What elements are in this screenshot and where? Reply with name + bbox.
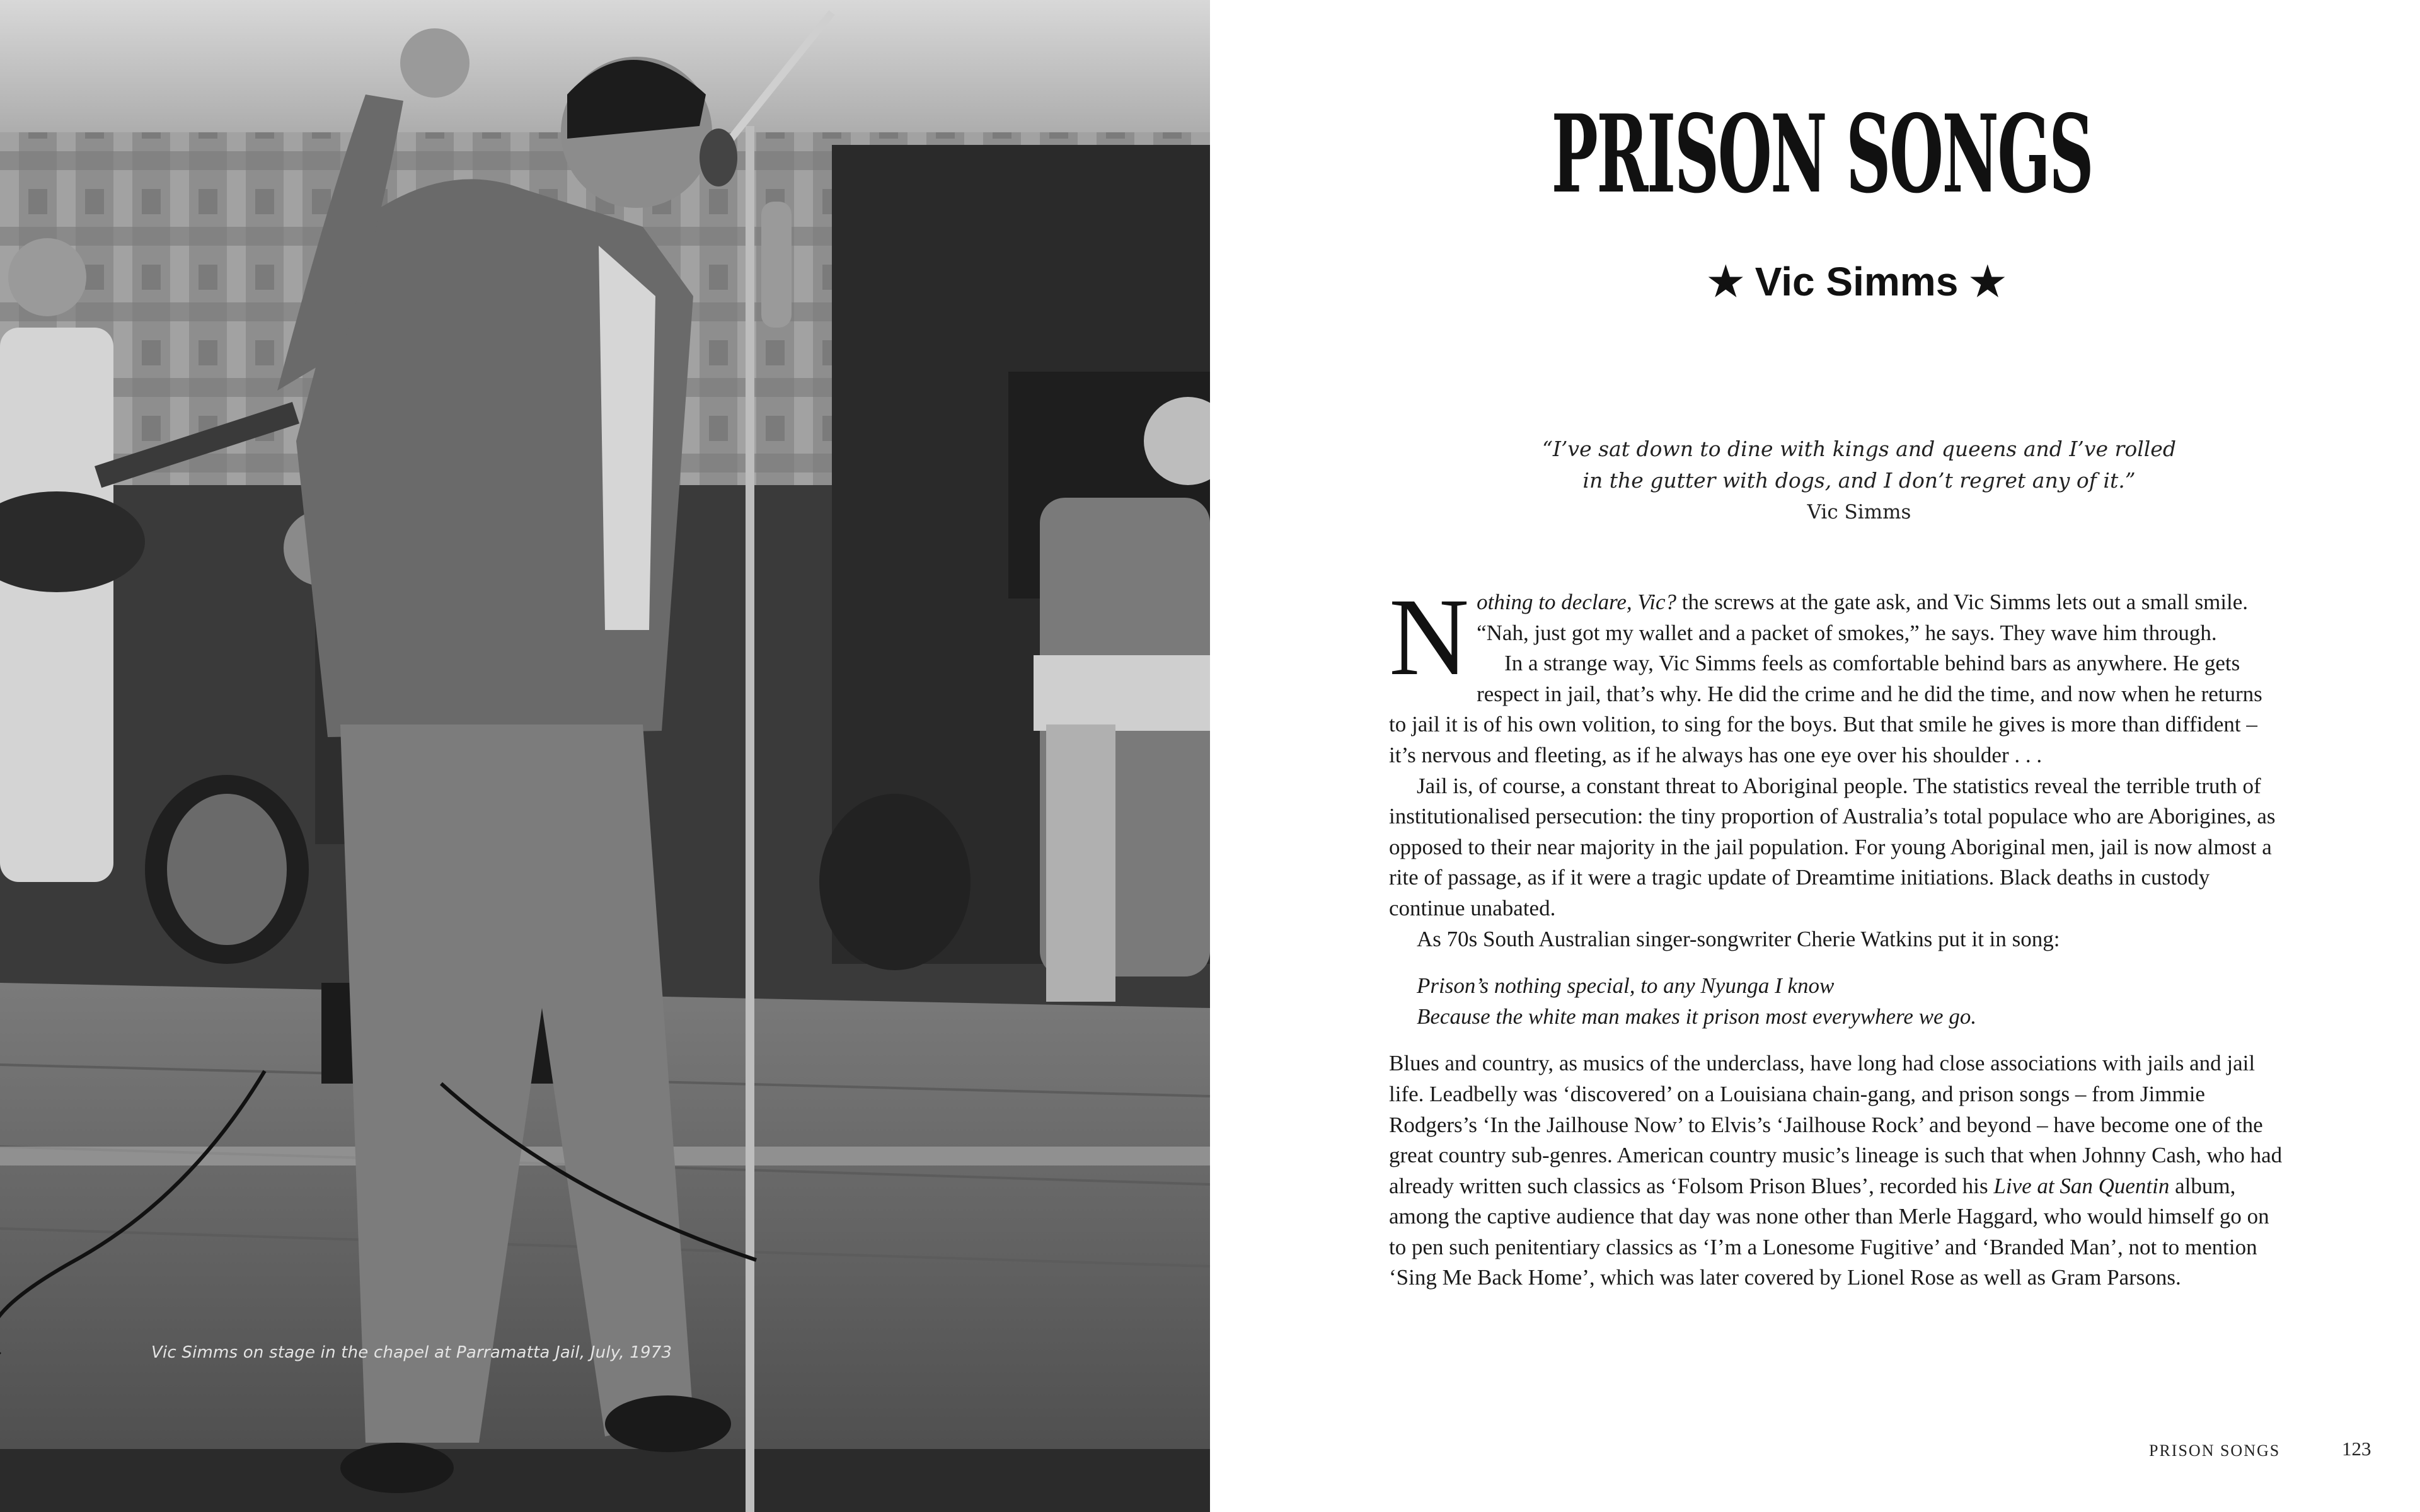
epigraph-attribution: Vic Simms [1807,501,1911,524]
page-number: 123 [2342,1438,2371,1460]
paragraph-5-text-a: Blues and country, as musics of the underclass, have long had close associations with jails and jail life. Leadbelly was ‘discovered’ on a Louisiana chain-gang, and prison songs – from Jimmie Rodgers’s ‘In the Jailhouse Now’ to Elvis’s ‘Jailhouse Rock’ and beyond – have become one of the great country sub-genres. American country music’s lineage is such that when Johnny Cash, who had already written such classics as ‘Folsom Prison Blues’, recorded his [1389,1051,2283,1198]
paragraph-2: In a strange way, Vic Simms feels as comfortable behind bars as anywhere. He gets respect in jail, that’s why. He did the crime and he did the time, and now when he returns to jail it is of his own volition, to sing for the boys. But that smile he gives is more than diffident – it’s nervous and fleeting, as if he always has one eye over his shoulder . . . [1389,651,2262,767]
paragraph-1-text: the screws at the gate ask, and Vic Simms lets out a small smile. “Nah, just got my wallet and a packet of smokes,” he says. They wave him through. [1477,590,2249,645]
paragraph-3: Jail is, of course, a constant threat to Aboriginal people. The statistics reveal the terrible truth of institutionalised persecution: the tiny proportion of Australia’s total populace who are Aborigines, as opposed to their near majority in the jail population. For young Aboriginal men, jail is now almost a rite of passage, as if it were a tragic update of Dreamtime initiations. Black deaths in custody continue unabated. [1389,773,2276,920]
verse-line-2: Because the white man makes it prison most everywhere we go. [1417,1004,1977,1029]
paragraph-4: As 70s South Australian singer-songwriter Cherie Watkins put it in song: [1417,926,2060,951]
chapter-title: PRISON SONGS [1551,91,2093,217]
paragraph-5 [1389,1048,2284,1293]
epigraph [1512,433,2206,528]
drop-cap: N [1389,576,1470,699]
photo-caption: Vic Simms on stage in the chapel at Parramatta Jail, July, 1973 [151,1343,672,1362]
text-page [1210,0,2420,1512]
paragraph-5-text-b: album, among the captive audience that day was none other than Merle Haggard, who would himself go on to pen such penitentiary classics as ‘I’m a Lonesome Fugitive’ and ‘Branded Man’, not to mention ‘Sing Me Back Home’, which was later covered by Lionel Rose as well as Gram Parsons. [1389,1173,2269,1290]
chapter-subtitle: ★ Vic Simms ★ [1707,259,2006,304]
body-text [1389,576,2284,1293]
paragraph-1-italic-lead: othing to declare, Vic? [1477,590,1676,614]
epigraph-line-1: “I’ve sat down to dine with kings and queens and I’ve rolled [1542,437,2176,461]
song-verse [1417,971,2284,1032]
verse-line-1: Prison’s nothing special, to any Nyunga I know [1417,973,1835,999]
running-head: PRISON SONGS [2149,1441,2281,1460]
epigraph-line-2: in the gutter with dogs, and I don’t regret any of it.” [1582,468,2136,493]
paragraph-5-album-title: Live at San Quentin [1993,1173,2170,1198]
paragraph-1 [1389,576,2284,699]
